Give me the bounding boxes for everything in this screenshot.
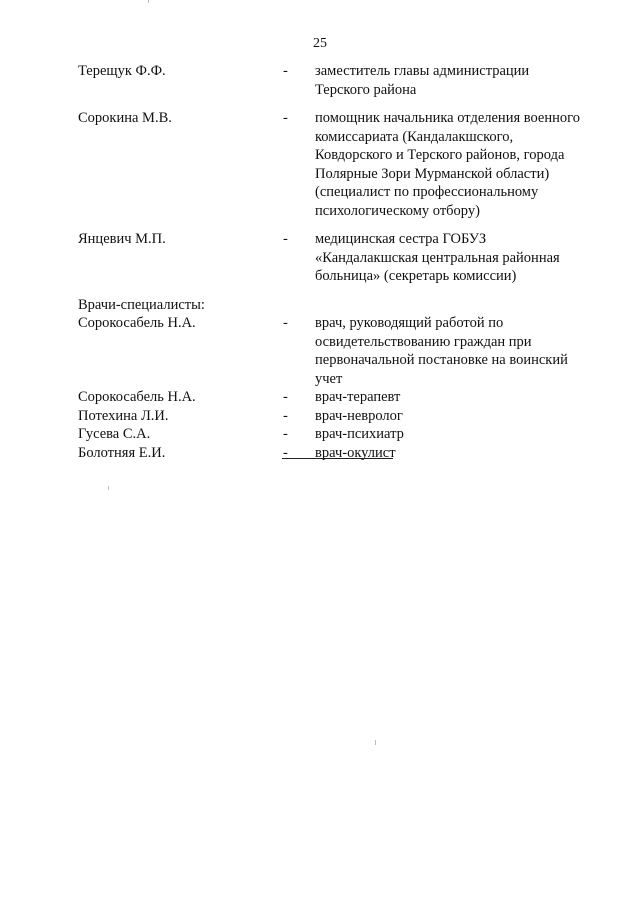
specialist-row	[78, 314, 598, 388]
role-line: врач-окулист	[315, 444, 396, 461]
member-role	[315, 230, 598, 286]
commission-list	[78, 62, 598, 462]
member-row	[78, 230, 598, 286]
scan-speck	[375, 740, 376, 745]
role-line: «Кандалакшская центральная районная	[315, 249, 560, 266]
member-role	[315, 62, 598, 99]
role-line: Терского района	[315, 81, 417, 98]
dash-separator: -	[283, 63, 288, 79]
dash-separator: -	[283, 389, 288, 405]
specialist-role	[315, 314, 598, 388]
role-line: психологическому отбору)	[315, 202, 480, 219]
role-line: врач-психиатр	[315, 426, 404, 442]
scan-speck	[148, 0, 149, 3]
page-number: 25	[313, 36, 327, 51]
role-line: заместитель главы администрации	[315, 63, 530, 79]
specialist-role	[315, 444, 598, 463]
specialist-name: Гусева С.А.	[78, 426, 151, 442]
specialist-name: Сорокосабель Н.А.	[78, 389, 196, 405]
specialist-row	[78, 444, 598, 463]
dash-separator: -	[283, 407, 288, 424]
specialist-role	[315, 407, 598, 426]
role-line: врач-терапевт	[315, 389, 401, 405]
specialists-heading: Врачи-специалисты:	[78, 296, 205, 313]
role-line: Полярные Зори Мурманской области)	[315, 165, 550, 182]
specialist-name: Болотняя Е.И.	[78, 444, 166, 461]
role-line: учет	[315, 370, 343, 387]
member-name: Янцевич М.П.	[78, 231, 166, 247]
role-line: первоначальной постановке на воинский	[315, 352, 568, 368]
role-line: больница» (секретарь комиссии)	[315, 268, 517, 284]
member-name: Терещук Ф.Ф.	[78, 63, 166, 79]
dash-separator: -	[283, 444, 288, 461]
role-line: врач-невролог	[315, 407, 403, 424]
role-line: помощник начальника отделения военного	[315, 110, 580, 126]
member-name: Сорокина М.В.	[78, 110, 172, 126]
scan-speck	[108, 486, 109, 490]
specialist-row	[78, 425, 598, 444]
role-line: комиссариата (Кандалакшского,	[315, 128, 514, 145]
specialist-row	[78, 407, 598, 426]
role-line: врач, руководящий работой по	[315, 315, 504, 331]
member-row	[78, 62, 598, 99]
closing-divider	[282, 458, 393, 459]
role-line: освидетельствованию граждан при	[315, 333, 532, 350]
member-row	[78, 109, 598, 220]
role-line: (специалист по профессиональному	[315, 184, 539, 200]
dash-separator: -	[283, 110, 288, 126]
dash-separator: -	[283, 315, 288, 331]
member-role	[315, 109, 598, 220]
specialist-name: Сорокосабель Н.А.	[78, 315, 196, 331]
specialist-role	[315, 425, 598, 444]
dash-separator: -	[283, 426, 288, 442]
role-line: медицинская сестра ГОБУЗ	[315, 231, 487, 247]
specialist-row	[78, 388, 598, 407]
specialist-role	[315, 388, 598, 407]
role-line: Ковдорского и Терского районов, города	[315, 147, 565, 163]
specialist-name: Потехина Л.И.	[78, 407, 169, 424]
dash-separator: -	[283, 231, 288, 247]
